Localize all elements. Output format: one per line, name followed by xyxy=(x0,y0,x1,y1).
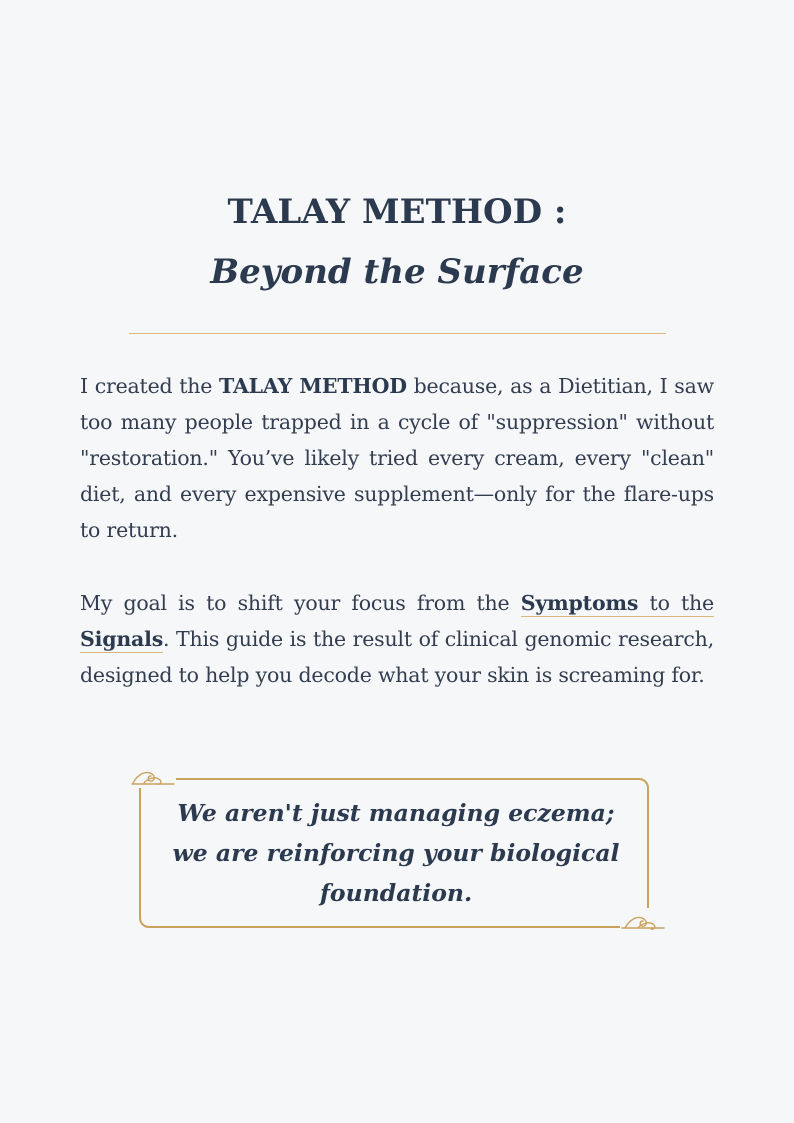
goal-text-start: My goal is to shift your focus from the xyxy=(80,591,521,615)
page-title xyxy=(0,182,794,302)
quote-text xyxy=(139,793,653,913)
goal-text-rest: . This guide is the result of clinical genomic research, designed to help you decode what your skin is screaming for. xyxy=(80,627,714,687)
quote-line-1: We aren't just managing eczema; xyxy=(177,799,615,827)
goal-to-the: to the xyxy=(638,591,714,615)
title-main: TALAY METHOD : xyxy=(227,192,567,232)
intro-text-start: I created the xyxy=(80,374,220,398)
symptoms-term: Symptoms xyxy=(520,591,639,615)
title-divider xyxy=(129,333,666,334)
quote-line-2: we are reinforcing your biological xyxy=(172,839,620,867)
wave-icon-top-left xyxy=(130,764,176,788)
method-name: TALAY METHOD xyxy=(219,374,407,398)
quote-line-3: foundation. xyxy=(319,879,473,907)
intro-paragraph xyxy=(80,368,714,548)
signals-term: Signals xyxy=(80,627,164,651)
intro-text-rest: because, as a Dietitian, I saw too many people trapped in a cycle of "suppression" without "restoration." You’ve likely tried every cream, every "clean" diet, and every expensive supplement—only for the flare-ups to return. xyxy=(80,374,714,542)
title-subtitle: Beyond the Surface xyxy=(210,252,584,292)
goal-paragraph xyxy=(80,585,714,693)
